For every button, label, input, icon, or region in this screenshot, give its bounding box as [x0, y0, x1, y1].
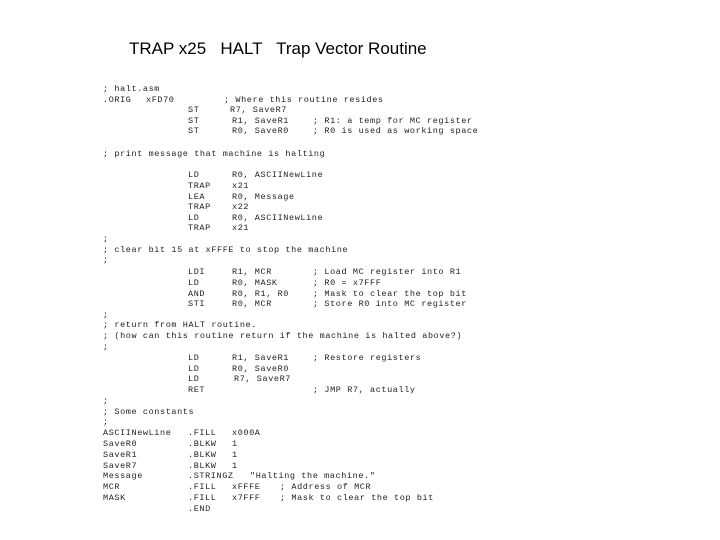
code-label: SaveR7 [103, 461, 138, 471]
code-operands: R0, MASK [232, 278, 278, 288]
code-opcode: TRAP [188, 181, 211, 191]
orig-directive: .ORIG [103, 95, 132, 105]
code-operands: R0, SaveR0 [232, 126, 290, 136]
code-operands: R0, Message [232, 192, 295, 202]
code-operands: R1, MCR [232, 267, 272, 277]
code-operands: x22 [232, 202, 250, 212]
code-label: Message [103, 471, 143, 481]
comment-line: ; (how can this routine return if the machine is halted above?) [103, 331, 463, 341]
code-opcode: LDI [188, 267, 206, 277]
code-opcode: LD [188, 213, 200, 223]
code-opcode: RET [188, 385, 206, 395]
code-opcode: ST [188, 126, 200, 136]
comment-text: ; Address of MCR [280, 482, 372, 492]
code-label: SaveR0 [103, 439, 138, 449]
comment-separator: ; [103, 310, 109, 320]
code-operands: x000A [232, 428, 261, 438]
code-opcode: LD [188, 364, 200, 374]
code-opcode: .FILL [188, 493, 217, 503]
comment-text: ; Mask to clear the top bit [280, 493, 434, 503]
code-operands: "Halting the machine." [250, 471, 376, 481]
code-label: ASCIINewLine [103, 428, 172, 438]
orig-address: xFD70 [146, 95, 175, 105]
comment-line: ; halt.asm [103, 84, 161, 94]
code-opcode: STI [188, 299, 206, 309]
code-operands: x21 [232, 181, 250, 191]
code-opcode: .FILL [188, 482, 217, 492]
code-opcode: .STRINGZ [188, 471, 234, 481]
code-opcode: ST [188, 116, 200, 126]
code-label: SaveR1 [103, 450, 138, 460]
comment-text: ; JMP R7, actually [313, 385, 416, 395]
slide-title: TRAP x25 HALT Trap Vector Routine [129, 39, 427, 58]
code-operands: x7FFF [232, 493, 261, 503]
comment-separator: ; [103, 234, 109, 244]
code-opcode: .FILL [188, 428, 217, 438]
comment-line: ; return from HALT routine. [103, 320, 257, 330]
code-operands: R0, MCR [232, 299, 272, 309]
code-operands: R1, SaveR1 [232, 116, 290, 126]
code-operands: R0, ASCIINewLine [232, 213, 324, 223]
comment-line: ; clear bit 15 at xFFFE to stop the machine [103, 245, 349, 255]
comment-separator: ; [103, 342, 109, 352]
code-operands: R0, R1, R0 [232, 289, 290, 299]
code-opcode: AND [188, 289, 206, 299]
comment-line: ; print message that machine is halting [103, 149, 326, 159]
comment-text: ; Restore registers [313, 353, 422, 363]
comment-text: ; Mask to clear the top bit [313, 289, 467, 299]
code-label: MCR [103, 482, 121, 492]
code-opcode: LD [188, 170, 200, 180]
comment-separator: ; [103, 417, 109, 427]
comment-text: ; Store R0 into MC register [313, 299, 467, 309]
comment-text: ; Where this routine resides [224, 95, 384, 105]
code-operands: R7, SaveR7 [234, 374, 292, 384]
code-operands: R0, SaveR0 [232, 364, 290, 374]
code-operands: R0, ASCIINewLine [232, 170, 324, 180]
code-opcode: .BLKW [188, 439, 217, 449]
comment-text: ; Load MC register into R1 [313, 267, 462, 277]
code-operands: R7, SaveR7 [230, 105, 288, 115]
code-opcode: ST [188, 105, 200, 115]
code-opcode: LEA [188, 192, 206, 202]
code-opcode: LD [188, 353, 200, 363]
code-opcode: .BLKW [188, 461, 217, 471]
code-operands: 1 [232, 439, 238, 449]
code-opcode: .BLKW [188, 450, 217, 460]
code-operands: 1 [232, 450, 238, 460]
code-opcode: TRAP [188, 223, 211, 233]
code-opcode: .END [188, 504, 211, 514]
code-opcode: LD [188, 278, 200, 288]
comment-separator: ; [103, 396, 109, 406]
code-operands: R1, SaveR1 [232, 353, 290, 363]
comment-separator: ; [103, 255, 109, 265]
code-operands: x21 [232, 223, 250, 233]
code-operands: 1 [232, 461, 238, 471]
code-opcode: TRAP [188, 202, 211, 212]
code-label: MASK [103, 493, 126, 503]
comment-line: ; Some constants [103, 407, 195, 417]
comment-text: ; R0 is used as working space [313, 126, 479, 136]
code-opcode: LD [188, 374, 200, 384]
comment-text: ; R1: a temp for MC register [313, 116, 473, 126]
code-operands: xFFFE [232, 482, 261, 492]
comment-text: ; R0 = x7FFF [313, 278, 382, 288]
